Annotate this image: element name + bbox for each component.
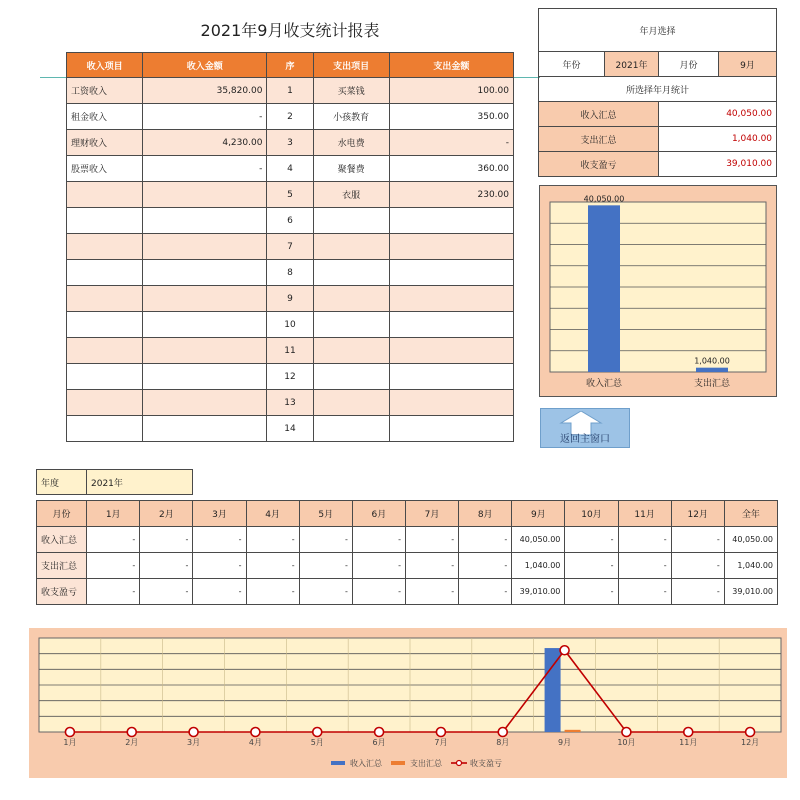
month-value-cell[interactable]: - [246,527,299,553]
expense-summary-value: 1,040.00 [659,127,777,152]
expense-amount-cell[interactable]: - [389,130,513,156]
seq-cell[interactable]: 12 [267,364,313,390]
table-row [67,104,514,130]
table-row [37,579,778,605]
year-month-selector-panel [538,8,777,177]
month-header-label: 月份 [37,501,87,527]
seq-cell[interactable]: 8 [267,260,313,286]
expense-amount-cell[interactable] [389,208,513,234]
seq-cell[interactable]: 7 [267,234,313,260]
line-point[interactable] [746,728,755,737]
legend-marker [457,761,462,766]
legend-label: 收入汇总 [350,759,382,768]
table-row [67,286,514,312]
month-value-cell[interactable]: - [565,527,618,553]
line-point[interactable] [560,646,569,655]
monthly-summary-table [36,500,778,605]
x-tick-label: 10月 [617,738,636,747]
header-expense-item[interactable]: 支出项目 [313,53,389,78]
bar[interactable] [545,648,561,732]
table-row [67,260,514,286]
bar-data-label: 1,040.00 [694,356,730,366]
expense-summary-label: 支出汇总 [539,127,659,152]
month-header-cell: 1月 [87,501,140,527]
header-income-amount[interactable]: 收入金额 [143,53,267,78]
year-select[interactable]: 2021年 [605,52,659,77]
income-item-cell[interactable]: 租金收入 [67,104,143,130]
income-item-cell[interactable] [67,286,143,312]
table-row [67,78,514,104]
expense-item-cell[interactable] [313,260,389,286]
month-value-cell[interactable]: - [352,527,405,553]
x-tick-label: 2月 [125,738,139,747]
month-value-cell[interactable]: - [193,579,246,605]
month-value-cell[interactable]: - [671,553,724,579]
month-value-cell[interactable]: - [193,527,246,553]
seq-cell[interactable]: 5 [267,182,313,208]
income-item-cell[interactable] [67,260,143,286]
legend-label: 支出汇总 [410,759,442,768]
income-amount-cell[interactable] [143,182,267,208]
month-value-cell[interactable]: - [565,579,618,605]
table-header-row [67,53,514,78]
expense-amount-cell[interactable] [389,286,513,312]
expense-amount-cell[interactable] [389,260,513,286]
row-label: 收支盈亏 [37,579,87,605]
line-point[interactable] [684,728,693,737]
month-value-cell[interactable]: - [246,553,299,579]
month-label: 月份 [659,52,719,77]
income-item-cell[interactable]: 股票收入 [67,156,143,182]
month-header-row [37,501,778,527]
month-value-cell[interactable]: 1,040.00 [512,553,565,579]
bar-data-label: 40,050.00 [583,194,625,204]
month-value-cell[interactable]: - [405,553,458,579]
month-value-cell[interactable]: 40,050.00 [724,527,777,553]
month-header-cell: 8月 [459,501,512,527]
line-point[interactable] [436,728,445,737]
summary-bar-chart [539,185,777,397]
month-value-cell[interactable]: - [140,527,193,553]
income-amount-cell[interactable] [143,234,267,260]
income-item-cell[interactable] [67,208,143,234]
month-header-cell: 7月 [405,501,458,527]
income-amount-cell[interactable] [143,208,267,234]
expense-amount-cell[interactable] [389,390,513,416]
month-value-cell[interactable]: - [618,527,671,553]
month-value-cell[interactable]: - [618,579,671,605]
income-amount-cell[interactable] [143,390,267,416]
income-summary-label: 收入汇总 [539,102,659,127]
income-item-cell[interactable] [67,338,143,364]
month-value-cell[interactable]: - [671,527,724,553]
table-row [67,156,514,182]
monthly-chart-svg [29,628,787,778]
year-label: 年份 [539,52,605,77]
table-row [67,390,514,416]
month-value-cell[interactable]: - [352,553,405,579]
line-point[interactable] [127,728,136,737]
seq-cell[interactable]: 14 [267,416,313,442]
table-row [37,553,778,579]
back-to-main-button[interactable] [540,408,630,448]
seq-cell[interactable]: 2 [267,104,313,130]
month-header-cell: 6月 [352,501,405,527]
month-value-cell[interactable]: - [140,579,193,605]
seq-cell[interactable]: 1 [267,78,313,104]
table-row [37,527,778,553]
month-select[interactable]: 9月 [719,52,777,77]
month-header-cell: 4月 [246,501,299,527]
income-expense-table [66,52,514,442]
summary-chart-svg [540,186,776,396]
month-value-cell[interactable]: - [352,579,405,605]
seq-cell[interactable]: 3 [267,130,313,156]
income-item-cell[interactable]: 工资收入 [67,78,143,104]
expense-amount-cell[interactable]: 350.00 [389,104,513,130]
header-seq[interactable]: 序 [267,53,313,78]
seq-cell[interactable]: 4 [267,156,313,182]
month-value-cell[interactable]: - [671,579,724,605]
month-value-cell[interactable]: - [405,527,458,553]
expense-item-cell[interactable]: 聚餐费 [313,156,389,182]
expense-amount-cell[interactable] [389,416,513,442]
income-item-cell[interactable] [67,364,143,390]
expense-item-cell[interactable] [313,338,389,364]
x-tick-label: 9月 [558,738,572,747]
expense-item-cell[interactable] [313,390,389,416]
table-row [67,182,514,208]
month-header-cell: 10月 [565,501,618,527]
month-header-cell: 2月 [140,501,193,527]
month-value-cell[interactable]: 40,050.00 [512,527,565,553]
expense-item-cell[interactable]: 买菜钱 [313,78,389,104]
line-point[interactable] [251,728,260,737]
month-value-cell[interactable]: 39,010.00 [512,579,565,605]
table-row [67,208,514,234]
header-expense-amount[interactable]: 支出金额 [389,53,513,78]
table-row [67,312,514,338]
month-value-cell[interactable]: - [299,579,352,605]
expense-amount-cell[interactable] [389,234,513,260]
month-value-cell[interactable]: - [565,553,618,579]
category-label: 支出汇总 [693,379,731,389]
table-row [67,416,514,442]
month-value-cell[interactable]: - [193,553,246,579]
line-point[interactable] [65,728,74,737]
income-item-cell[interactable]: 理财收入 [67,130,143,156]
income-amount-cell[interactable] [143,260,267,286]
expense-item-cell[interactable] [313,234,389,260]
legend-swatch [331,761,345,765]
back-button-label: 返回主窗口 [560,434,610,445]
balance-value: 39,010.00 [659,152,777,177]
month-value-cell[interactable]: - [618,553,671,579]
selector-title: 年月选择 [539,9,777,52]
monthly-combo-chart [29,628,787,778]
bar[interactable] [565,730,581,732]
year-box [36,469,193,495]
month-value-cell[interactable]: - [405,579,458,605]
balance-label: 收支盈亏 [539,152,659,177]
year-box-label: 年度 [37,470,87,495]
income-amount-cell[interactable] [143,312,267,338]
month-header-cell: 11月 [618,501,671,527]
income-item-cell[interactable] [67,234,143,260]
x-tick-label: 12月 [740,738,760,747]
expense-amount-cell[interactable] [389,338,513,364]
line-point[interactable] [313,728,322,737]
month-header-cell: 3月 [193,501,246,527]
income-amount-cell[interactable] [143,416,267,442]
table-row [67,364,514,390]
x-tick-label: 7月 [434,738,448,747]
month-value-cell[interactable]: - [87,527,140,553]
expense-item-cell[interactable]: 衣服 [313,182,389,208]
income-amount-cell[interactable] [143,338,267,364]
line-point[interactable] [375,728,384,737]
x-tick-label: 8月 [496,738,510,747]
month-value-cell[interactable]: - [87,553,140,579]
income-amount-cell[interactable] [143,364,267,390]
header-income-item[interactable]: 收入项目 [67,53,143,78]
report-title: 2021年9月收支统计报表 [200,21,380,40]
seq-cell[interactable]: 10 [267,312,313,338]
income-amount-cell[interactable]: 4,230.00 [143,130,267,156]
income-amount-cell[interactable]: - [143,156,267,182]
month-value-cell[interactable]: - [459,527,512,553]
seq-cell[interactable]: 9 [267,286,313,312]
x-tick-label: 11月 [679,738,698,747]
expense-item-cell[interactable] [313,312,389,338]
category-label: 收入汇总 [585,379,623,389]
seq-cell[interactable]: 11 [267,338,313,364]
x-tick-label: 6月 [372,738,386,747]
seq-cell[interactable]: 6 [267,208,313,234]
expense-amount-cell[interactable] [389,312,513,338]
income-item-cell[interactable] [67,312,143,338]
expense-item-cell[interactable]: 小孩教育 [313,104,389,130]
expense-item-cell[interactable] [313,208,389,234]
month-value-cell[interactable]: - [459,553,512,579]
x-tick-label: 5月 [310,738,324,747]
x-tick-label: 4月 [248,738,262,747]
month-value-cell[interactable]: - [87,579,140,605]
income-amount-cell[interactable]: 35,820.00 [143,78,267,104]
table-row [67,338,514,364]
expense-amount-cell[interactable]: 230.00 [389,182,513,208]
line-point[interactable] [498,728,507,737]
income-item-cell[interactable] [67,182,143,208]
expense-item-cell[interactable] [313,364,389,390]
month-value-cell[interactable]: - [299,527,352,553]
year-box-value[interactable]: 2021年 [87,470,193,495]
month-value-cell[interactable]: 1,040.00 [724,553,777,579]
line-point[interactable] [622,728,631,737]
expense-item-cell[interactable]: 水电费 [313,130,389,156]
month-value-cell[interactable]: - [299,553,352,579]
income-amount-cell[interactable]: - [143,104,267,130]
expense-item-cell[interactable] [313,286,389,312]
table-row [67,234,514,260]
line-point[interactable] [189,728,198,737]
income-item-cell[interactable] [67,390,143,416]
expense-item-cell[interactable] [313,416,389,442]
month-value-cell[interactable]: 39,010.00 [724,579,777,605]
row-label: 收入汇总 [37,527,87,553]
income-summary-value: 40,050.00 [659,102,777,127]
row-label: 支出汇总 [37,553,87,579]
month-value-cell[interactable]: - [140,553,193,579]
income-amount-cell[interactable] [143,286,267,312]
legend-label: 收支盈亏 [470,759,502,768]
month-header-cell: 12月 [671,501,724,527]
month-header-cell: 9月 [512,501,565,527]
month-header-cell: 5月 [299,501,352,527]
bar[interactable] [588,205,620,372]
x-tick-label: 1月 [63,738,77,747]
bar[interactable] [696,368,728,372]
x-tick-label: 3月 [187,738,201,747]
expense-amount-cell[interactable]: 360.00 [389,156,513,182]
legend-swatch [391,761,405,765]
month-value-cell[interactable]: - [246,579,299,605]
income-item-cell[interactable] [67,416,143,442]
month-value-cell[interactable]: - [459,579,512,605]
expense-amount-cell[interactable]: 100.00 [389,78,513,104]
seq-cell[interactable]: 13 [267,390,313,416]
stats-title: 所选择年月统计 [539,77,777,102]
month-header-cell: 全年 [724,501,777,527]
expense-amount-cell[interactable] [389,364,513,390]
table-row [67,130,514,156]
